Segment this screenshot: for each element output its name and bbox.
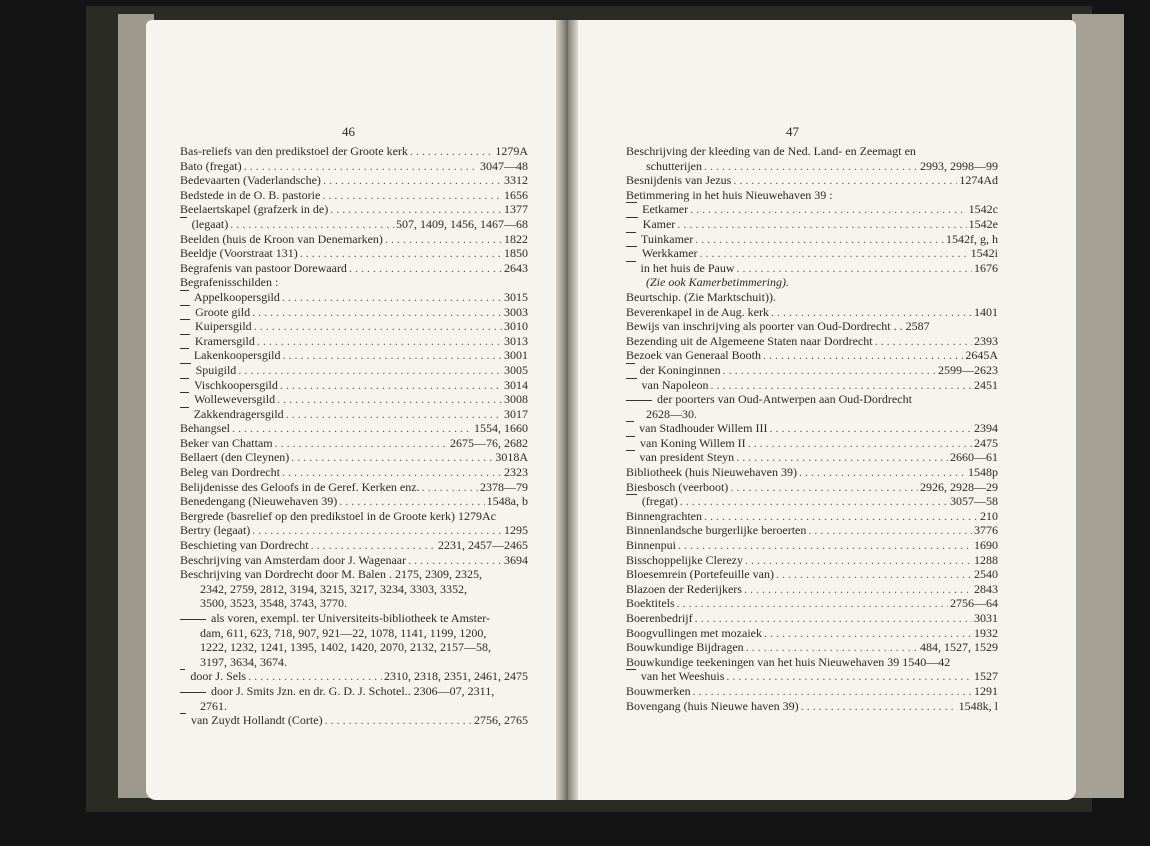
entry-reference: 210 xyxy=(980,508,998,523)
index-line xyxy=(180,407,528,422)
leader-dots xyxy=(748,436,972,451)
leader-dots xyxy=(254,319,502,334)
entry-term: Bovengang (huis Nieuwe haven 39) xyxy=(626,698,799,713)
entry-term: van Koning Willem II xyxy=(640,435,746,450)
entry-reference: 2645A xyxy=(965,348,998,363)
leader-dots xyxy=(330,202,502,217)
repeat-dash xyxy=(626,421,634,436)
index-line xyxy=(180,202,528,217)
repeat-dash xyxy=(180,407,189,422)
index-line: Bewijs van inschrijving als poorter van Oud-Dordrecht . . 2587 xyxy=(626,319,930,334)
repeat-dash xyxy=(626,246,637,261)
index-line xyxy=(626,684,998,699)
index-line xyxy=(180,144,528,159)
book-spine-gutter xyxy=(556,20,578,800)
leader-dots xyxy=(311,538,436,553)
index-line xyxy=(180,684,528,699)
entry-term: Behangsel xyxy=(180,421,230,436)
index-line xyxy=(180,465,528,480)
repeat-dash xyxy=(180,392,189,407)
index-line xyxy=(626,202,998,217)
index-line: Bergrede (basrelief op den predikstoel in de Groote kerk) 1279Ac xyxy=(180,508,497,523)
entry-reference: 2540 xyxy=(974,567,998,582)
repeat-dash xyxy=(626,378,637,393)
entry-reference: 2993, 2998—99 xyxy=(920,158,998,173)
leader-dots xyxy=(238,363,502,378)
entry-reference: 1377 xyxy=(504,202,528,217)
entry-term: Binnengrachten xyxy=(626,508,702,523)
entry-term: Belijdenisse des Geloofs in de Geref. Kerken enz. xyxy=(180,479,420,494)
leader-dots xyxy=(339,494,484,509)
entry-term: der Koninginnen xyxy=(639,362,721,377)
repeat-dash xyxy=(626,494,637,509)
entry-reference: 1676 xyxy=(974,260,998,275)
index-line: 3197, 3634, 3674. xyxy=(200,654,287,669)
entry-term: door J. Smits Jzn. en dr. G. D. J. Schotel.. 2306—07, 2311, xyxy=(211,683,495,698)
index-line xyxy=(626,334,998,349)
entry-term: Bas-reliefs van den predikstoel der Groote kerk xyxy=(180,144,408,158)
repeat-dash xyxy=(180,334,190,349)
entry-term: van president Steyn xyxy=(639,450,735,465)
entry-reference: 2599—2623 xyxy=(938,362,998,377)
index-line xyxy=(180,392,528,407)
leader-dots xyxy=(248,669,382,684)
index-line: Begrafenisschilden : xyxy=(180,275,279,290)
index-line xyxy=(180,523,528,538)
entry-reference: 1932 xyxy=(974,625,998,640)
page-number: 47 xyxy=(786,124,799,139)
entry-reference: 1554, 1660 xyxy=(474,421,528,436)
index-line xyxy=(626,509,998,524)
leader-dots xyxy=(678,538,972,553)
index-line xyxy=(626,494,998,509)
leader-dots xyxy=(726,669,972,684)
leader-dots xyxy=(875,334,972,349)
index-line xyxy=(180,713,528,728)
entry-reference: 2660—61 xyxy=(950,450,998,465)
entry-reference: 2926, 2928—29 xyxy=(920,479,998,494)
entry-term: Beverenkapel in de Aug. kerk xyxy=(626,304,769,319)
leader-dots xyxy=(282,465,502,480)
index-line xyxy=(180,363,528,378)
leader-dots xyxy=(244,159,478,174)
index-line xyxy=(626,553,998,568)
index-line xyxy=(180,319,528,334)
entry-reference: 3057—58 xyxy=(950,494,998,509)
leader-dots xyxy=(808,523,972,538)
entry-term: Boogvullingen met mozaiek xyxy=(626,625,762,640)
index-line xyxy=(180,305,528,320)
entry-reference: 1548a, b xyxy=(486,494,528,509)
entry-term: Besnijdenis van Jezus xyxy=(626,173,732,188)
entry-reference: 3694 xyxy=(504,552,528,567)
index-line xyxy=(180,290,528,305)
entry-term: Spuigild xyxy=(195,362,237,377)
entry-reference: 1274Ad xyxy=(959,173,998,188)
index-line xyxy=(626,611,998,626)
index-line xyxy=(626,626,998,641)
leader-dots xyxy=(232,421,472,436)
entry-reference: 3008 xyxy=(504,392,528,407)
index-line xyxy=(180,538,528,553)
entry-reference: 2675—76, 2682 xyxy=(450,435,528,450)
entry-reference: 3003 xyxy=(504,304,528,319)
repeat-dash xyxy=(180,378,189,393)
entry-reference: 3047—48 xyxy=(480,158,528,173)
leader-dots xyxy=(704,509,978,524)
entry-reference: 1850 xyxy=(504,246,528,261)
index-line xyxy=(180,334,528,349)
entry-reference: 1542i xyxy=(970,246,998,261)
entry-term: door J. Sels xyxy=(190,669,247,684)
entry-term: Bertry (legaat) xyxy=(180,523,251,538)
entry-term: Beelden (huis de Kroon van Denemarken) xyxy=(180,231,383,246)
leader-dots xyxy=(764,626,972,641)
leader-dots xyxy=(277,392,502,407)
leader-dots xyxy=(700,246,969,261)
leader-dots xyxy=(769,421,972,436)
leader-dots xyxy=(677,217,966,232)
entry-reference: 2451 xyxy=(974,377,998,392)
right-page xyxy=(570,20,1076,800)
entry-term: (fregat) xyxy=(641,494,678,509)
index-line: Beschrijving der kleeding van de Ned. Land- en Zeemagt en xyxy=(626,144,916,158)
entry-reference: 1542c xyxy=(968,202,998,217)
entry-term: Benedengang (Nieuwehaven 39) xyxy=(180,494,338,509)
repeat-dash xyxy=(626,436,635,451)
index-column xyxy=(626,144,998,713)
entry-term: Groote gild xyxy=(195,304,251,319)
entry-term: van Zuydt Hollandt (Corte) xyxy=(190,713,323,728)
repeat-dash xyxy=(180,669,185,684)
entry-reference: 1527 xyxy=(974,669,998,684)
leader-dots xyxy=(723,363,936,378)
entry-term: Binnenpui xyxy=(626,538,676,553)
repeat-dash xyxy=(626,202,637,217)
index-line: Beschrijving van Dordrecht door M. Balen . 2175, 2309, 2325, xyxy=(180,567,482,582)
entry-term: Wolleweversgild xyxy=(194,392,276,407)
entry-reference: 3001 xyxy=(504,348,528,363)
leader-dots xyxy=(410,144,493,159)
index-line xyxy=(626,669,998,684)
entry-reference: 1542e xyxy=(968,216,998,231)
leader-dots xyxy=(300,246,502,261)
index-line xyxy=(626,450,998,465)
index-line xyxy=(626,232,998,247)
repeat-dash xyxy=(626,261,636,276)
entry-reference: 507, 1409, 1456, 1467—68 xyxy=(396,216,528,231)
entry-reference: 2323 xyxy=(504,465,528,480)
repeat-dash xyxy=(180,305,190,320)
repeat-dash xyxy=(626,400,652,401)
entry-term: Bibliotheek (huis Nieuwehaven 39) xyxy=(626,465,797,480)
entry-term: Beker van Chattam xyxy=(180,435,273,450)
entry-reference: 1548p xyxy=(968,465,998,480)
entry-term: van Stadhouder Willem III xyxy=(639,421,768,436)
leader-dots xyxy=(257,334,502,349)
index-line xyxy=(626,348,998,363)
entry-term: Beschrijving van Amsterdam door J. Wagenaar xyxy=(180,552,407,567)
entry-reference: 3018A xyxy=(495,450,528,465)
entry-reference: 1401 xyxy=(974,304,998,319)
index-line xyxy=(180,188,528,203)
index-line xyxy=(180,246,528,261)
entry-term: Beelaertskapel (grafzerk in de) xyxy=(180,202,329,217)
index-column xyxy=(180,144,528,728)
entry-reference: 1542f, g, h xyxy=(946,231,998,246)
index-line xyxy=(626,582,998,597)
index-line xyxy=(180,611,528,626)
index-line xyxy=(180,232,528,247)
entry-term: als voren, exempl. ter Universiteits-bibliotheek te Amster- xyxy=(211,611,491,625)
index-line: 2761. xyxy=(200,698,227,713)
entry-term: Tuinkamer xyxy=(641,231,694,246)
entry-reference: 2643 xyxy=(504,260,528,275)
entry-term: Bisschoppelijke Clerezy xyxy=(626,552,743,567)
index-line xyxy=(626,363,998,378)
index-line xyxy=(626,596,998,611)
entry-reference: 1822 xyxy=(504,231,528,246)
index-line: (Zie ook Kamerbetimmering). xyxy=(646,275,789,290)
index-line xyxy=(180,553,528,568)
entry-reference: 3031 xyxy=(974,611,998,625)
entry-term: van het Weeshuis xyxy=(640,669,725,684)
index-line xyxy=(180,173,528,188)
index-line: dam, 611, 623, 718, 907, 921—22, 1078, 1141, 1199, 1200, xyxy=(200,625,487,640)
entry-term: van Napoleon xyxy=(641,377,709,392)
index-line: Betimmering in het huis Nieuwehaven 39 : xyxy=(626,187,833,202)
entry-term: schutterijen xyxy=(646,158,702,173)
leader-dots xyxy=(283,348,503,363)
entry-term: Bezoek van Generaal Booth xyxy=(626,348,761,363)
leader-dots xyxy=(325,713,472,728)
leader-dots xyxy=(711,378,972,393)
entry-term: Bloesemrein (Portefeuille van) xyxy=(626,567,774,582)
entry-term: (legaat) xyxy=(191,216,229,231)
entry-term: Bouwmerken xyxy=(626,683,691,698)
leader-dots xyxy=(771,305,972,320)
entry-reference: 2231, 2457—2465 xyxy=(438,538,528,553)
leader-dots xyxy=(690,202,967,217)
entry-term: Werkkamer xyxy=(641,246,698,261)
entry-reference: 2475 xyxy=(974,435,998,450)
index-line xyxy=(626,217,998,232)
entry-reference: 2310, 2318, 2351, 2461, 2475 xyxy=(384,669,528,684)
entry-term: in het huis de Pauw xyxy=(640,260,735,275)
index-line xyxy=(626,246,998,261)
leader-dots xyxy=(677,596,948,611)
leader-dots xyxy=(282,290,502,305)
entry-reference: 484, 1527, 1529 xyxy=(920,640,998,655)
leader-dots xyxy=(230,217,394,232)
index-line xyxy=(180,261,528,276)
repeat-dash xyxy=(180,363,191,378)
leader-dots xyxy=(286,407,502,422)
entry-reference: 1295 xyxy=(504,523,528,538)
index-line xyxy=(180,348,528,363)
entry-reference: 2843 xyxy=(974,581,998,596)
entry-reference: 3776 xyxy=(974,523,998,538)
index-line xyxy=(626,261,998,276)
index-line xyxy=(626,465,998,480)
index-line xyxy=(626,567,998,582)
entry-term: Binnenlandsche burgerlijke beroerten xyxy=(626,523,807,538)
entry-reference: 1288 xyxy=(974,552,998,567)
entry-term: Bato (fregat) xyxy=(180,158,242,173)
leader-dots xyxy=(737,261,973,276)
entry-reference: 1690 xyxy=(974,538,998,553)
entry-reference: 2393 xyxy=(974,333,998,348)
index-line xyxy=(626,538,998,553)
entry-reference: 3015 xyxy=(504,289,528,304)
entry-reference: 2378—79 xyxy=(480,479,528,494)
index-line xyxy=(180,217,528,232)
repeat-dash xyxy=(626,217,638,232)
leader-dots xyxy=(695,611,972,626)
leader-dots xyxy=(736,450,948,465)
index-line xyxy=(626,436,998,451)
entry-term: Beeldje (Voorstraat 131) xyxy=(180,246,298,261)
leader-dots xyxy=(252,523,502,538)
entry-term: Beschieting van Dordrecht xyxy=(180,538,309,553)
entry-term: Kramersgild xyxy=(194,333,255,348)
repeat-dash xyxy=(180,217,187,232)
index-line: Bouwkundige teekeningen van het huis Nieuwehaven 39 1540—42 xyxy=(626,654,951,669)
entry-term: Biesbosch (veerboot) xyxy=(626,479,729,494)
entry-term: Eetkamer xyxy=(642,202,689,217)
entry-term: Boektitels xyxy=(626,596,675,611)
entry-term: Begrafenis van pastoor Dorewaard xyxy=(180,260,347,275)
leader-dots xyxy=(704,159,918,174)
repeat-dash xyxy=(626,363,635,378)
entry-reference: 3013 xyxy=(504,333,528,348)
entry-term: Appelkoopersgild xyxy=(193,289,280,304)
leader-dots xyxy=(799,465,966,480)
entry-term: Beleg van Dordrecht xyxy=(180,465,280,480)
entry-reference: 3010 xyxy=(504,319,528,334)
leader-dots xyxy=(746,640,918,655)
leader-dots xyxy=(680,494,948,509)
leader-dots xyxy=(776,567,972,582)
leader-dots xyxy=(693,684,972,699)
leader-dots xyxy=(385,232,502,247)
leader-dots xyxy=(763,348,963,363)
leader-dots xyxy=(323,173,502,188)
index-line xyxy=(626,392,998,407)
index-line xyxy=(626,699,998,714)
entry-reference: 1279A xyxy=(495,144,528,158)
entry-reference: 2394 xyxy=(974,421,998,436)
index-line xyxy=(626,173,998,188)
entry-reference: 1548k, l xyxy=(958,698,998,713)
repeat-dash xyxy=(180,319,190,334)
left-page xyxy=(146,20,562,800)
entry-reference: 1656 xyxy=(504,187,528,202)
entry-term: Vischkoopersgild xyxy=(193,377,278,392)
leader-dots xyxy=(801,699,957,714)
repeat-dash xyxy=(626,669,636,684)
leader-dots xyxy=(291,450,493,465)
index-line: 2628—30. xyxy=(646,406,697,421)
repeat-dash xyxy=(180,348,189,363)
entry-term: Boerenbedrijf xyxy=(626,611,693,625)
entry-reference: 2756—64 xyxy=(950,596,998,611)
leader-dots xyxy=(408,553,502,568)
leader-dots xyxy=(280,378,502,393)
entry-term: Zakkendragersgild xyxy=(193,406,284,421)
leader-dots xyxy=(733,173,957,188)
leader-dots xyxy=(695,232,944,247)
index-line xyxy=(180,159,528,174)
leader-dots xyxy=(252,305,502,320)
index-line xyxy=(180,378,528,393)
index-line xyxy=(180,494,528,509)
page-number: 46 xyxy=(342,124,355,139)
index-line: Beurtschip. (Zie Marktschuit)). xyxy=(626,289,776,304)
entry-term: Bedstede in de O. B. pastorie xyxy=(180,187,321,202)
index-line xyxy=(626,421,998,436)
index-line xyxy=(626,640,998,655)
index-line xyxy=(180,480,528,495)
index-line: 1222, 1232, 1241, 1395, 1402, 1420, 2070, 2132, 2157—58, xyxy=(200,640,491,655)
entry-reference: 2756, 2765 xyxy=(474,713,528,728)
entry-term: Bezending uit de Algemeene Staten naar Dordrecht xyxy=(626,333,873,348)
leader-dots xyxy=(275,436,448,451)
entry-reference: 3014 xyxy=(504,377,528,392)
index-line xyxy=(626,305,998,320)
index-line xyxy=(626,378,998,393)
index-line xyxy=(626,523,998,538)
entry-term: Blazoen der Rederijkers xyxy=(626,581,742,596)
entry-term: Bedevaarten (Vaderlandsche) xyxy=(180,173,321,188)
index-line xyxy=(180,669,528,684)
entry-term: der poorters van Oud-Antwerpen aan Oud-Dordrecht xyxy=(657,392,912,407)
leader-dots xyxy=(349,261,502,276)
entry-term: Kuipersgild xyxy=(195,319,252,334)
leader-dots xyxy=(744,582,972,597)
index-line xyxy=(626,480,998,495)
repeat-dash xyxy=(626,450,635,465)
right-board xyxy=(1072,14,1124,798)
index-line xyxy=(180,450,528,465)
index-line xyxy=(180,436,528,451)
leader-dots xyxy=(322,188,502,203)
entry-reference: 1291 xyxy=(974,683,998,698)
index-line: 2342, 2759, 2812, 3194, 3215, 3217, 3234, 3303, 3352, xyxy=(200,581,467,596)
index-line xyxy=(626,159,998,174)
entry-reference: 3005 xyxy=(504,362,528,377)
repeat-dash xyxy=(626,232,636,247)
index-line xyxy=(180,421,528,436)
entry-term: Bellaert (den Cleynen) xyxy=(180,450,290,465)
entry-reference: 3017 xyxy=(504,406,528,421)
leader-dots xyxy=(745,553,972,568)
entry-term: Kamer xyxy=(642,216,676,231)
entry-reference: 3312 xyxy=(504,173,528,188)
repeat-dash xyxy=(180,713,186,728)
repeat-dash xyxy=(180,692,206,693)
repeat-dash xyxy=(180,619,206,620)
repeat-dash xyxy=(180,290,189,305)
entry-term: Bouwkundige Bijdragen xyxy=(626,640,744,655)
leader-dots xyxy=(422,480,478,495)
leader-dots xyxy=(730,480,918,495)
entry-term: Lakenkoopersgild xyxy=(193,348,281,363)
index-line: 3500, 3523, 3548, 3743, 3770. xyxy=(200,596,347,611)
